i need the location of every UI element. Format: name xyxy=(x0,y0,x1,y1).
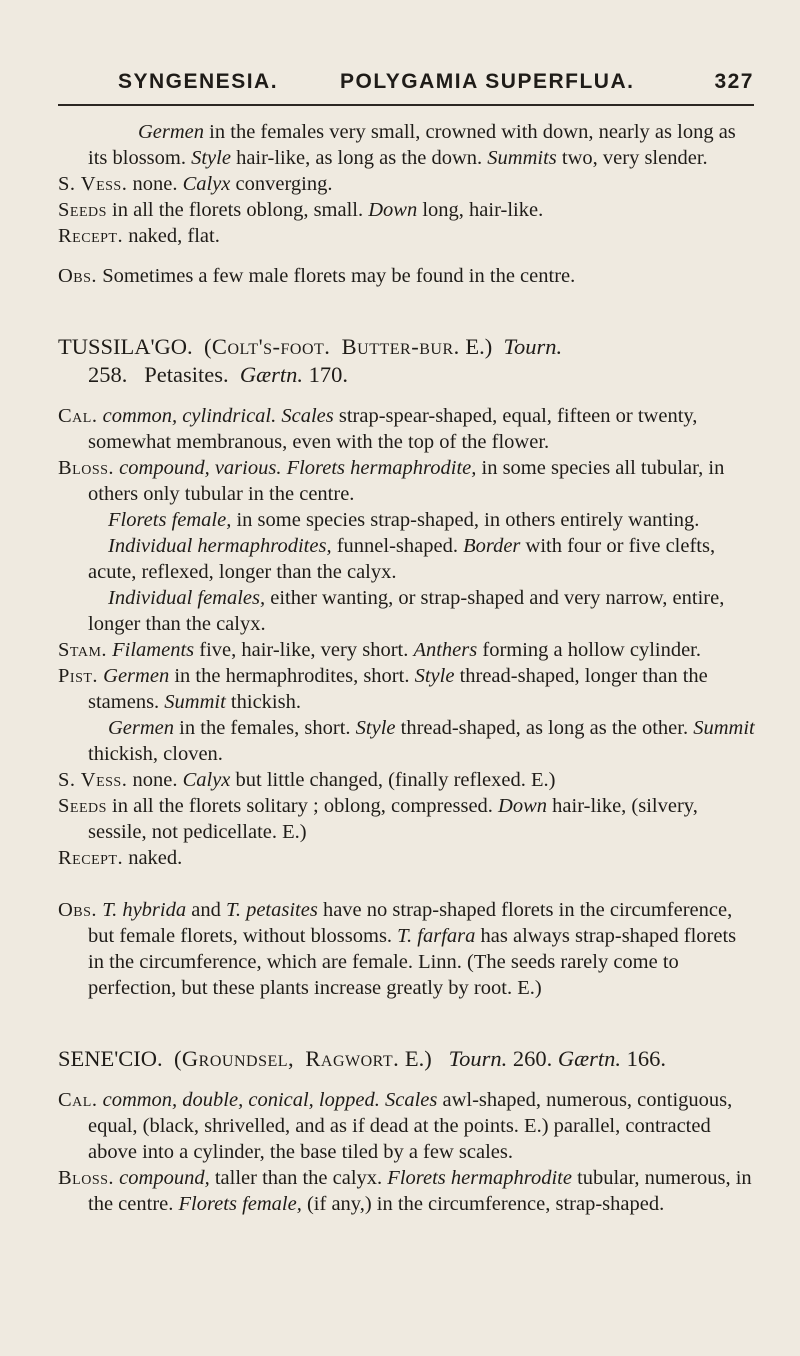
genus-name: SENE'CIO. xyxy=(58,1046,163,1071)
term: Summits xyxy=(487,147,557,169)
common-name: (Groundsel, xyxy=(173,1046,295,1071)
seed-vessel-paragraph xyxy=(58,767,756,793)
observation-paragraph xyxy=(58,897,756,1001)
text: strap-spear-shaped, equal, fifteen or twenty, somewhat membranous, even with the top of the flower. xyxy=(88,405,698,453)
page-number: 327 xyxy=(714,70,754,93)
reference-author: Tourn. xyxy=(448,1046,508,1071)
text: either wanting, or strap-shaped and very narrow, entire, longer than the calyx. xyxy=(88,587,725,635)
seed-vessel-paragraph xyxy=(58,171,756,197)
term: Florets hermaphrodite, xyxy=(286,457,477,479)
term: Florets hermaphrodite xyxy=(387,1167,572,1189)
term: common, cylindrical. xyxy=(102,405,277,427)
individual-females-paragraph xyxy=(58,585,756,637)
term: Down xyxy=(498,795,548,817)
term: compound, xyxy=(119,1167,210,1189)
section-label: Recept. xyxy=(58,225,124,247)
section-label: Seeds xyxy=(58,795,107,817)
text: in some species all tubular, in others only tubular in the centre. xyxy=(88,457,725,505)
term: Individual females, xyxy=(108,587,266,609)
term: Florets female, xyxy=(108,509,232,531)
text: in the hermaphrodites, short. xyxy=(169,665,415,687)
section-label: S. Vess. xyxy=(58,769,128,791)
blossom-paragraph xyxy=(58,1165,756,1217)
reference-author: Tourn. xyxy=(503,334,563,359)
common-name: (Colt's-foot. xyxy=(203,334,331,359)
term: common, double, conical, lopped. xyxy=(102,1089,385,1111)
text: none. xyxy=(127,769,183,791)
term: Florets female, xyxy=(178,1193,302,1215)
text: long, hair-like. xyxy=(417,199,544,221)
reference-author: Gærtn. xyxy=(557,1046,622,1071)
text: in all the florets solitary ; oblong, compressed. xyxy=(106,795,499,817)
running-head xyxy=(118,70,754,98)
term: Filaments xyxy=(112,639,195,661)
running-head-class: SYNGENESIA. xyxy=(118,70,279,93)
section-label: Seeds xyxy=(58,199,107,221)
term: Germen xyxy=(103,665,170,687)
text: hair-like, (silvery, sessile, not pedicellate. E.) xyxy=(88,795,698,843)
term: Style xyxy=(355,717,396,739)
pistil-females-paragraph xyxy=(58,715,756,767)
section-label: Bloss. xyxy=(58,457,115,479)
text: naked, flat. xyxy=(123,225,220,247)
text: thickish, cloven. xyxy=(88,743,223,765)
text: none. xyxy=(127,173,183,195)
term: Anthers xyxy=(413,639,478,661)
text: has always strap-shaped florets in the circumference, which are female. Linn. (The seeds rarely come to perfection, but these plants increase greatly by root. E.) xyxy=(88,925,737,999)
text: in the females, short. xyxy=(174,717,356,739)
text: thread-shaped, longer than the stamens. xyxy=(88,665,708,713)
text: in the females very small, crowned with down, nearly as long as its blossom. xyxy=(88,121,736,169)
species-name: T. petasites xyxy=(225,899,318,921)
synonym: Petasites. xyxy=(144,362,229,387)
calyx-paragraph xyxy=(58,1087,756,1165)
text: taller than the calyx. xyxy=(209,1167,388,1189)
header-rule xyxy=(58,104,754,106)
text: Sometimes a few male florets may be found in the centre. xyxy=(97,265,576,287)
reference-author: Gærtn. xyxy=(239,362,304,387)
page-body xyxy=(58,119,756,1217)
germen-paragraph xyxy=(58,119,756,171)
term: Scales xyxy=(281,405,334,427)
author: E.) xyxy=(465,334,493,359)
text: converging. xyxy=(230,173,333,195)
pistil-paragraph xyxy=(58,663,756,715)
term: Germen xyxy=(138,121,205,143)
term: Summit xyxy=(164,691,226,713)
text: in all the florets oblong, small. xyxy=(106,199,369,221)
florets-female-paragraph xyxy=(58,507,756,533)
genus-heading-tussilago xyxy=(58,333,756,389)
stamens-paragraph xyxy=(58,637,756,663)
common-name: Butter-bur. xyxy=(341,334,460,359)
reference-number: 260. xyxy=(512,1046,553,1071)
term: Summit xyxy=(693,717,755,739)
receptacle-paragraph xyxy=(58,223,756,249)
term: Calyx xyxy=(182,769,231,791)
section-label: Bloss. xyxy=(58,1167,115,1189)
seeds-paragraph xyxy=(58,793,756,845)
section-label: Cal. xyxy=(58,1089,98,1111)
text: and xyxy=(186,899,226,921)
term: Down xyxy=(368,199,418,221)
section-label: Cal. xyxy=(58,405,98,427)
term: Border xyxy=(463,535,521,557)
section-label: Obs. xyxy=(58,899,98,921)
blossom-paragraph xyxy=(58,455,756,507)
text: thread-shaped, as long as the other. xyxy=(395,717,694,739)
text: have no strap-shaped florets in the circumference, but female florets, without blossoms. xyxy=(88,899,733,947)
text: naked. xyxy=(123,847,183,869)
species-name: T. hybrida xyxy=(102,899,187,921)
genus-name: TUSSILA'GO. xyxy=(58,334,193,359)
calyx-paragraph xyxy=(58,403,756,455)
text: with four or five clefts, acute, reflexed, longer than the calyx. xyxy=(88,535,716,583)
term: Scales xyxy=(384,1089,438,1111)
text: awl-shaped, numerous, contiguous, equal, (black, shrivelled, and as if dead at the points. E.) parallel, contracted above into a cylinder, the base tiled by a few scales. xyxy=(88,1089,733,1163)
term: Calyx xyxy=(182,173,231,195)
section-label: S. Vess. xyxy=(58,173,128,195)
text: forming a hollow cylinder. xyxy=(477,639,701,661)
author: E.) xyxy=(404,1046,432,1071)
genus-heading-senecio xyxy=(58,1045,756,1073)
term: Style xyxy=(414,665,455,687)
species-name: T. farfara xyxy=(397,925,476,947)
term: compound, various. xyxy=(119,457,282,479)
seeds-paragraph xyxy=(58,197,756,223)
text: two, very slender. xyxy=(556,147,708,169)
text: hair-like, as long as the down. xyxy=(230,147,488,169)
individual-hermaphrodites-paragraph xyxy=(58,533,756,585)
text: in some species strap-shaped, in others entirely wanting. xyxy=(231,509,700,531)
common-name: Ragwort. xyxy=(305,1046,400,1071)
text: funnel-shaped. xyxy=(331,535,464,557)
receptacle-paragraph xyxy=(58,845,756,871)
running-head-order: POLYGAMIA SUPERFLUA. xyxy=(340,70,635,93)
term: Style xyxy=(191,147,231,169)
reference-number: 258. xyxy=(88,362,128,387)
reference-number: 166. xyxy=(626,1046,667,1071)
section-label: Recept. xyxy=(58,847,124,869)
section-label: Stam. xyxy=(58,639,108,661)
term: Germen xyxy=(108,717,175,739)
text: (if any,) in the circumference, strap-shaped. xyxy=(301,1193,665,1215)
section-label: Pist. xyxy=(58,665,99,687)
reference-number: 170. xyxy=(308,362,349,387)
text: tubular, numerous, in the centre. xyxy=(88,1167,752,1215)
section-label: Obs. xyxy=(58,265,98,287)
text: thickish. xyxy=(225,691,301,713)
text: but little changed, (finally reflexed. E.) xyxy=(230,769,556,791)
observation-paragraph xyxy=(58,263,756,289)
term: Individual hermaphrodites, xyxy=(108,535,332,557)
text: five, hair-like, very short. xyxy=(194,639,414,661)
